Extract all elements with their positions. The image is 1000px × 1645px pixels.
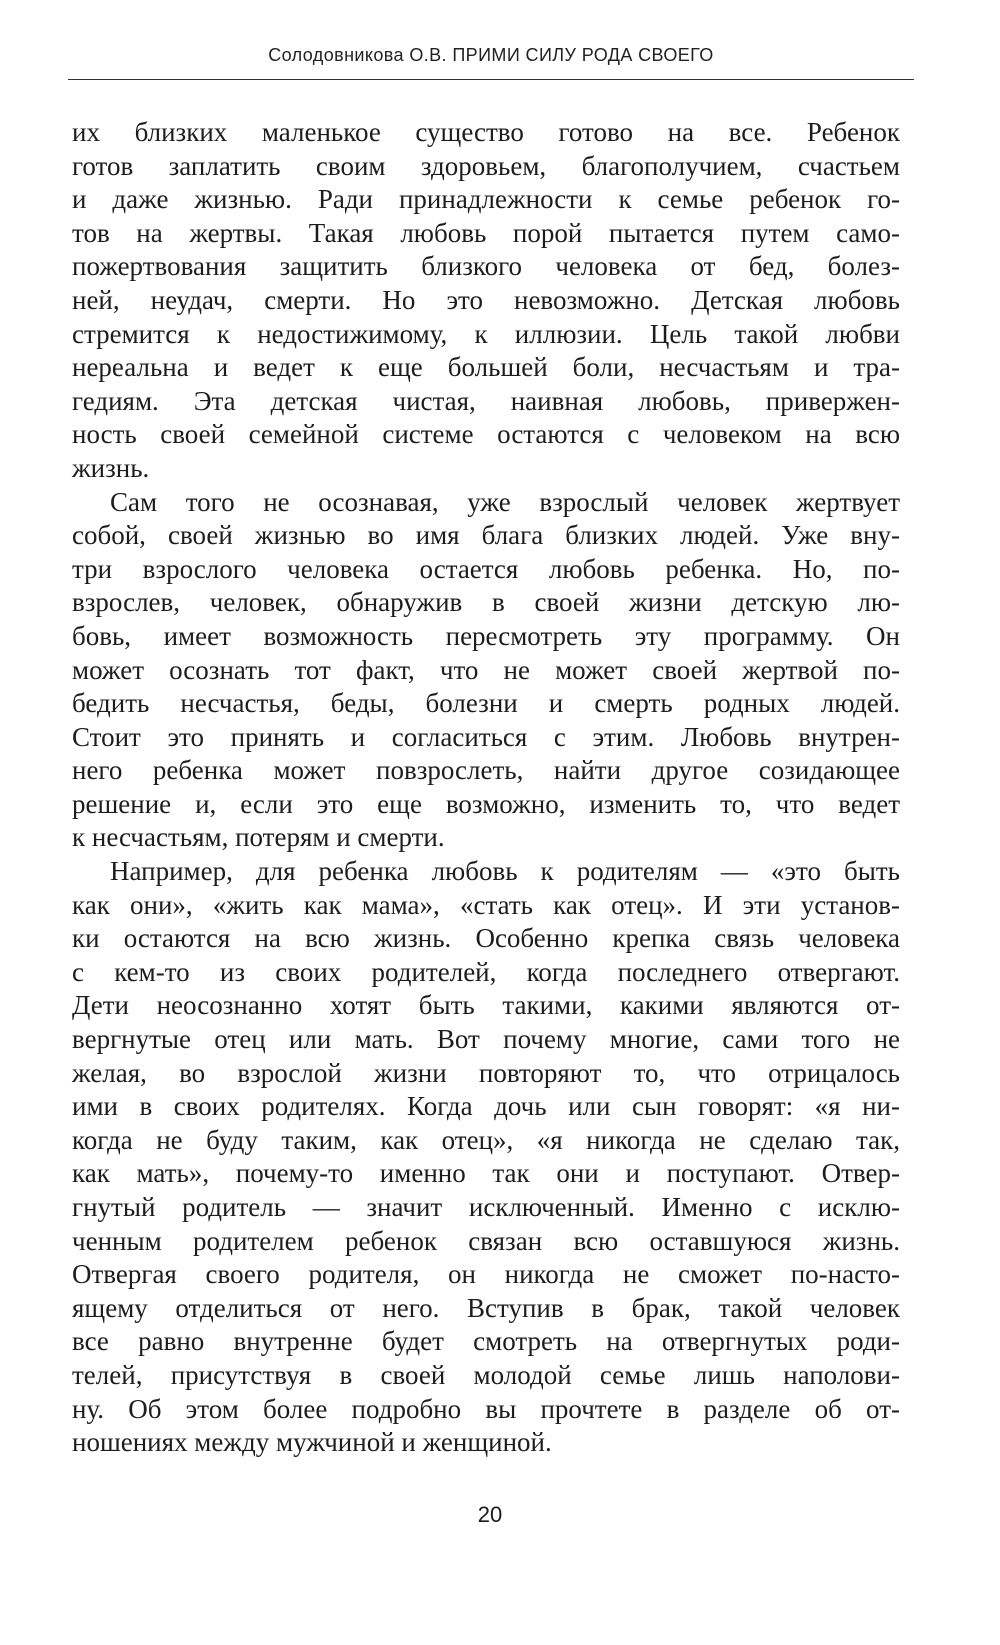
text-line: три взрослого человека остается любовь ребенка. Но, по- <box>72 553 900 584</box>
text-line: ки остаются на всю жизнь. Особенно крепка связь человека <box>72 923 900 954</box>
text-line: решение и, если это еще возможно, изменить то, что ведет <box>72 788 900 819</box>
text-line: ими в своих родителях. Когда дочь или сын говорят: «я ни- <box>72 1091 900 1122</box>
text-line: ношениях между мужчиной и женщиной. <box>72 1427 552 1458</box>
text-line: и даже жизнью. Ради принадлежности к семье ребенок го- <box>72 184 900 215</box>
text-line: Сам того не осознавая, уже взрослый человек жертвует <box>110 486 900 517</box>
running-header: Солодовникова О.В. ПРИМИ СИЛУ РОДА СВОЕГО <box>268 45 714 65</box>
text-line: ней, неудач, смерти. Но это невозможно. Детская любовь <box>72 284 900 315</box>
text-line: пожертвования защитить близкого человека от бед, болез- <box>72 251 900 282</box>
text-line: тов на жертвы. Такая любовь порой пытается путем само- <box>72 217 900 248</box>
text-line: ченным родителем ребенок связан всю оставшуюся жизнь. <box>72 1225 900 1256</box>
text-line: желая, во взрослой жизни повторяют то, что отрицалось <box>72 1057 900 1088</box>
text-line: готов заплатить своим здоровьем, благополучием, счастьем <box>72 150 900 181</box>
text-line: Стоит это принять и согласиться с этим. Любовь внутрен- <box>72 721 900 752</box>
text-line: к несчастьям, потерям и смерти. <box>72 822 445 853</box>
text-line: ну. Об этом более подробно вы прочтете в разделе об от- <box>72 1393 900 1424</box>
text-line: собой, своей жизнью во имя блага близких людей. Уже вну- <box>72 520 900 551</box>
text-line: как мать», почему-то именно так они и поступают. Отвер- <box>72 1158 900 1189</box>
text-line: взрослев, человек, обнаружив в своей жизни детскую лю- <box>72 587 900 618</box>
text-line: Дети неосознанно хотят быть такими, какими являются от- <box>72 990 900 1021</box>
text-line: может осознать тот факт, что не может своей жертвой по- <box>72 654 900 685</box>
text-line: бовь, имеет возможность пересмотреть эту программу. Он <box>72 620 900 651</box>
text-line: гедиям. Эта детская чистая, наивная любовь, привержен- <box>72 385 900 416</box>
text-line: него ребенка может повзрослеть, найти другое созидающее <box>72 755 900 786</box>
body-text <box>72 116 900 1460</box>
text-line: ность своей семейной системе остаются с человеком на всю <box>72 419 900 450</box>
text-line: их близких маленькое существо готово на все. Ребенок <box>72 117 900 147</box>
text-line: нереальна и ведет к еще большей боли, несчастьям и тра- <box>72 352 900 383</box>
text-line: ящему отделиться от него. Вступив в брак, такой человек <box>72 1292 900 1323</box>
text-line: стремится к недостижимому, к иллюзии. Цель такой любви <box>72 318 900 349</box>
text-line: гнутый родитель — значит исключенный. Именно с исклю- <box>72 1192 900 1222</box>
header-rule <box>68 79 914 80</box>
page-number: 20 <box>477 1502 503 1527</box>
text-line: как они», «жить как мама», «стать как отец». И эти установ- <box>72 889 900 920</box>
text-line: бедить несчастья, беды, болезни и смерть родных людей. <box>72 688 900 719</box>
text-line: Отвергая своего родителя, он никогда не сможет по-насто- <box>72 1259 900 1290</box>
text-line: когда не буду таким, как отец», «я никогда не сделаю так, <box>72 1124 900 1155</box>
text-line: с кем-то из своих родителей, когда последнего отвергают. <box>72 956 900 987</box>
text-line: все равно внутренне будет смотреть на отвергнутых роди- <box>72 1326 900 1357</box>
text-line: жизнь. <box>72 452 150 483</box>
text-line: вергнутые отец или мать. Вот почему многие, сами того не <box>72 1024 900 1055</box>
text-line: телей, присутствуя в своей молодой семье лишь наполови- <box>72 1359 900 1390</box>
text-line: Например, для ребенка любовь к родителям — «это быть <box>110 856 900 887</box>
